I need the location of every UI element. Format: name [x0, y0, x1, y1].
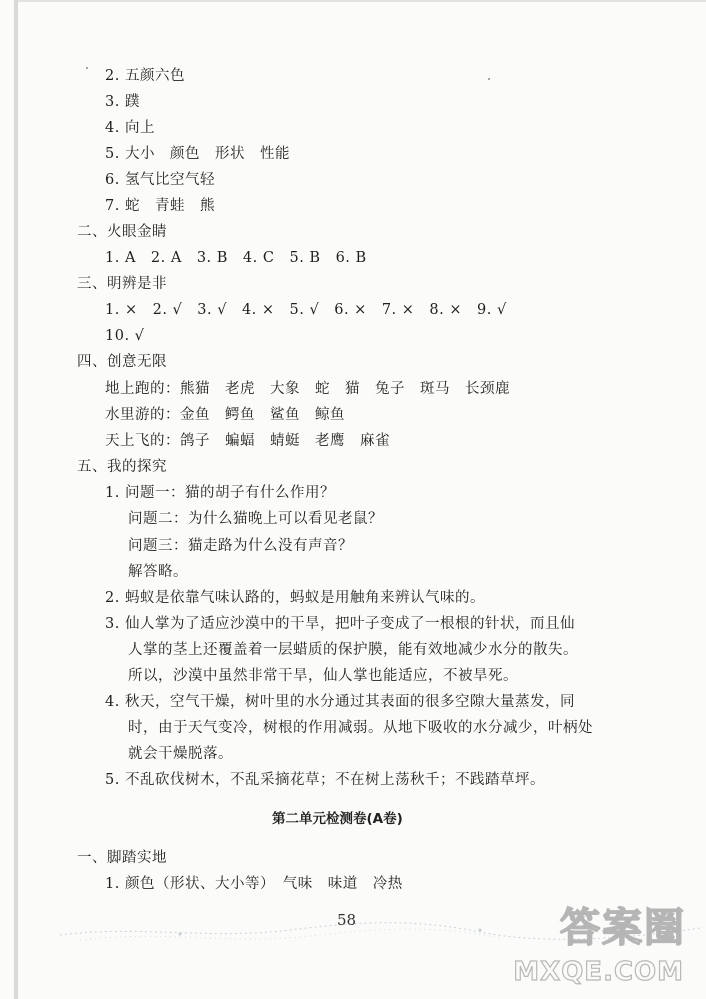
- answer-line: 1. 颜色（形状、大小等） 气味 味道 冷热: [105, 876, 403, 892]
- answer-line: 解答略。: [128, 564, 188, 580]
- watermark-logo-bottom: MXQE.COM: [513, 957, 684, 987]
- section-heading: 一、脚踏实地: [77, 850, 167, 866]
- answer-line: 1. 问题一：猫的胡子有什么作用？: [105, 485, 335, 501]
- answer-line: 5. 大小 颜色 形状 性能: [105, 146, 290, 162]
- page-number: 58: [337, 911, 357, 929]
- answer-line: 所以，沙漠中虽然非常干旱，仙人掌也能适应，不被旱死。: [128, 668, 518, 684]
- answer-line: 5. 不乱砍伐树木，不乱采摘花草；不在树上荡秋千；不践踏草坪。: [105, 772, 545, 788]
- answer-line: 问题三：猫走路为什么没有声音？: [128, 538, 353, 554]
- section-title: 第二单元检测卷(A卷): [272, 811, 403, 827]
- section-heading: 五、我的探究: [77, 459, 167, 475]
- answer-line: 问题二：为什么猫晚上可以看见老鼠？: [128, 511, 383, 527]
- speck: [488, 78, 490, 80]
- answer-line: 3. 蹼: [105, 94, 140, 110]
- answer-line: 就会干燥脱落。: [128, 746, 233, 762]
- watermark-logo-top: 答案圈: [560, 905, 686, 951]
- answer-line: 6. 氢气比空气轻: [105, 172, 215, 188]
- answer-line: 1. A 2. A 3. B 4. C 5. B 6. B: [105, 250, 367, 266]
- answer-line: 人掌的茎上还覆盖着一层蜡质的保护膜，能有效地减少水分的散失。: [128, 642, 578, 658]
- answer-line: 天上飞的：鸽子 蝙蝠 蜻蜓 老鹰 麻雀: [105, 433, 390, 449]
- answer-line: 地上跑的：熊猫 老虎 大象 蛇 猫 兔子 斑马 长颈鹿: [105, 381, 510, 397]
- answer-line: 4. 向上: [105, 120, 155, 136]
- answer-line: 10. √: [105, 328, 145, 344]
- section-heading: 二、火眼金睛: [77, 224, 167, 240]
- section-heading: 三、明辨是非: [77, 276, 167, 292]
- answer-line: 水里游的：金鱼 鳄鱼 鲨鱼 鲸鱼: [105, 407, 345, 423]
- answer-line: 2. 五颜六色: [105, 68, 185, 84]
- page-edge: [14, 0, 18, 999]
- speck: [86, 67, 88, 69]
- answer-line: 4. 秋天，空气干燥，树叶里的水分通过其表面的很多空隙大量蒸发，同: [105, 694, 575, 710]
- answer-line: 1. × 2. √ 3. √ 4. × 5. √ 6. × 7. × 8. × 9. √: [105, 302, 507, 318]
- section-heading: 四、创意无限: [77, 354, 167, 370]
- answer-line: 3. 仙人掌为了适应沙漠中的干旱，把叶子变成了一根根的针状，而且仙: [105, 616, 575, 632]
- answer-line: 时，由于天气变冷，树根的作用减弱。从地下吸收的水分减少，叶柄处: [128, 720, 593, 736]
- answer-line: 7. 蛇 青蛙 熊: [105, 198, 215, 214]
- answer-line: 2. 蚂蚁是依靠气味认路的，蚂蚁是用触角来辨认气味的。: [105, 590, 485, 606]
- watermark-logo: [498, 903, 698, 993]
- top-edge: [18, 0, 706, 2]
